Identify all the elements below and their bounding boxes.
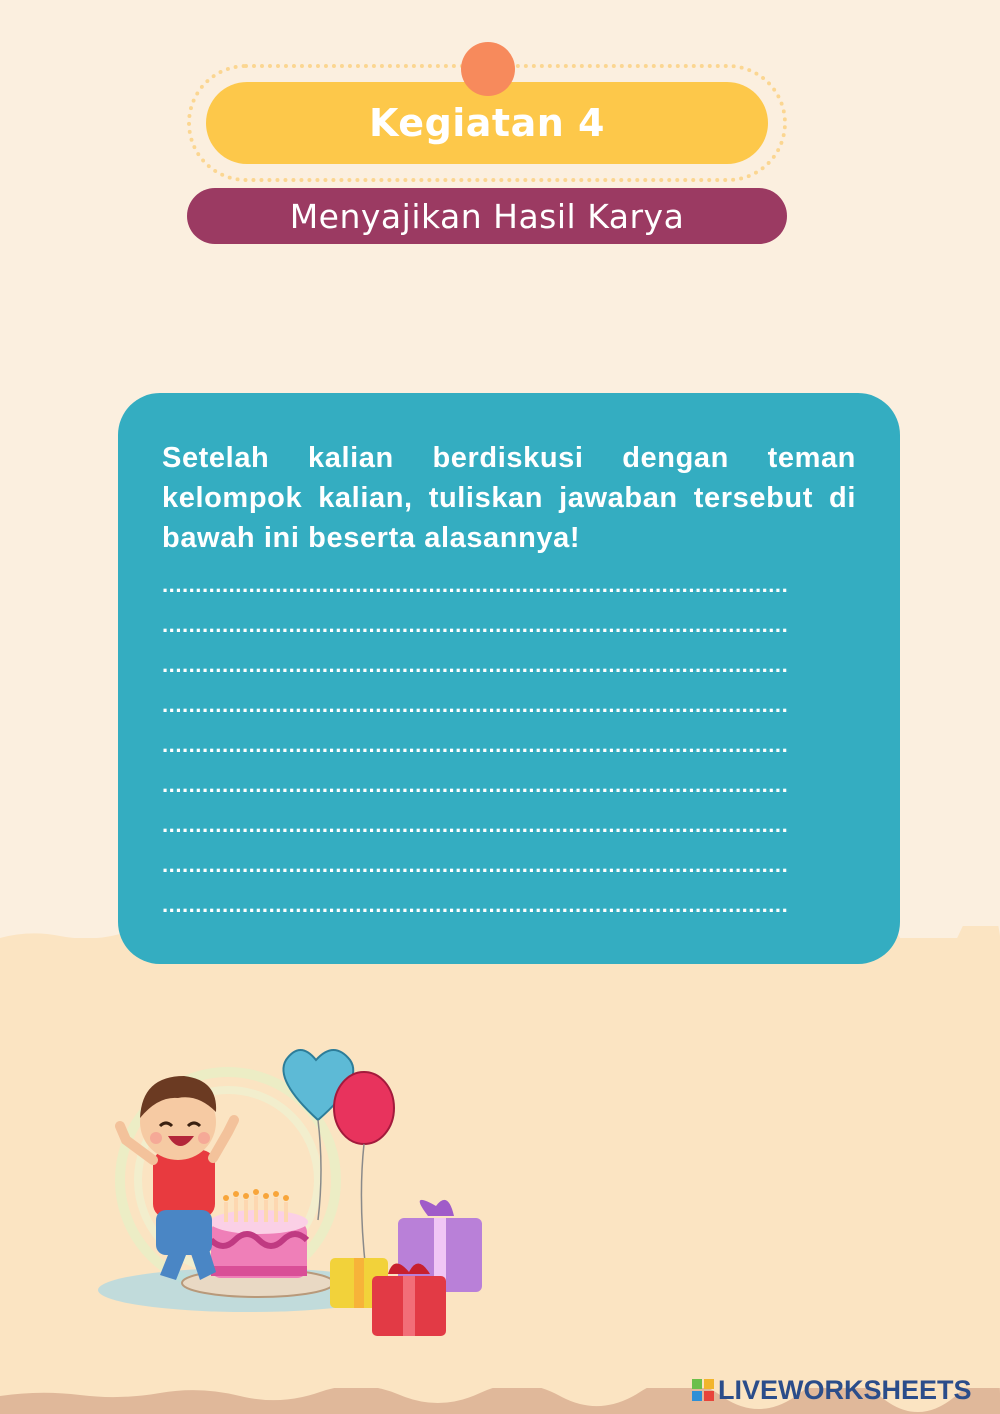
answer-line[interactable]: .............................................................................................. bbox=[162, 812, 789, 837]
answer-lines bbox=[162, 572, 852, 932]
page-subtitle: Menyajikan Hasil Karya bbox=[289, 196, 685, 236]
answer-line[interactable]: .............................................................................................. bbox=[162, 652, 789, 677]
logo-text: LIVEWORKSHEETS bbox=[718, 1374, 972, 1405]
answer-line[interactable]: .............................................................................................. bbox=[162, 572, 789, 597]
answer-line[interactable]: .............................................................................................. bbox=[162, 612, 789, 637]
birthday-illustration bbox=[98, 1040, 498, 1340]
answer-line[interactable]: .............................................................................................. bbox=[162, 772, 789, 797]
instruction-text: Setelah kalian berdiskusi dengan teman kelompok kalian, tuliskan jawaban tersebut di bawah ini beserta alasannya! bbox=[162, 442, 856, 554]
page-title: Kegiatan 4 bbox=[369, 101, 605, 145]
liveworksheets-icon bbox=[692, 1379, 714, 1401]
answer-line[interactable]: .............................................................................................. bbox=[162, 692, 789, 717]
liveworksheets-logo bbox=[692, 1374, 972, 1406]
answer-line[interactable]: .............................................................................................. bbox=[162, 732, 789, 757]
decorative-dot bbox=[461, 42, 515, 96]
subtitle-banner bbox=[187, 188, 787, 244]
answer-line[interactable]: .............................................................................................. bbox=[162, 892, 789, 917]
answer-line[interactable]: .............................................................................................. bbox=[162, 852, 789, 877]
